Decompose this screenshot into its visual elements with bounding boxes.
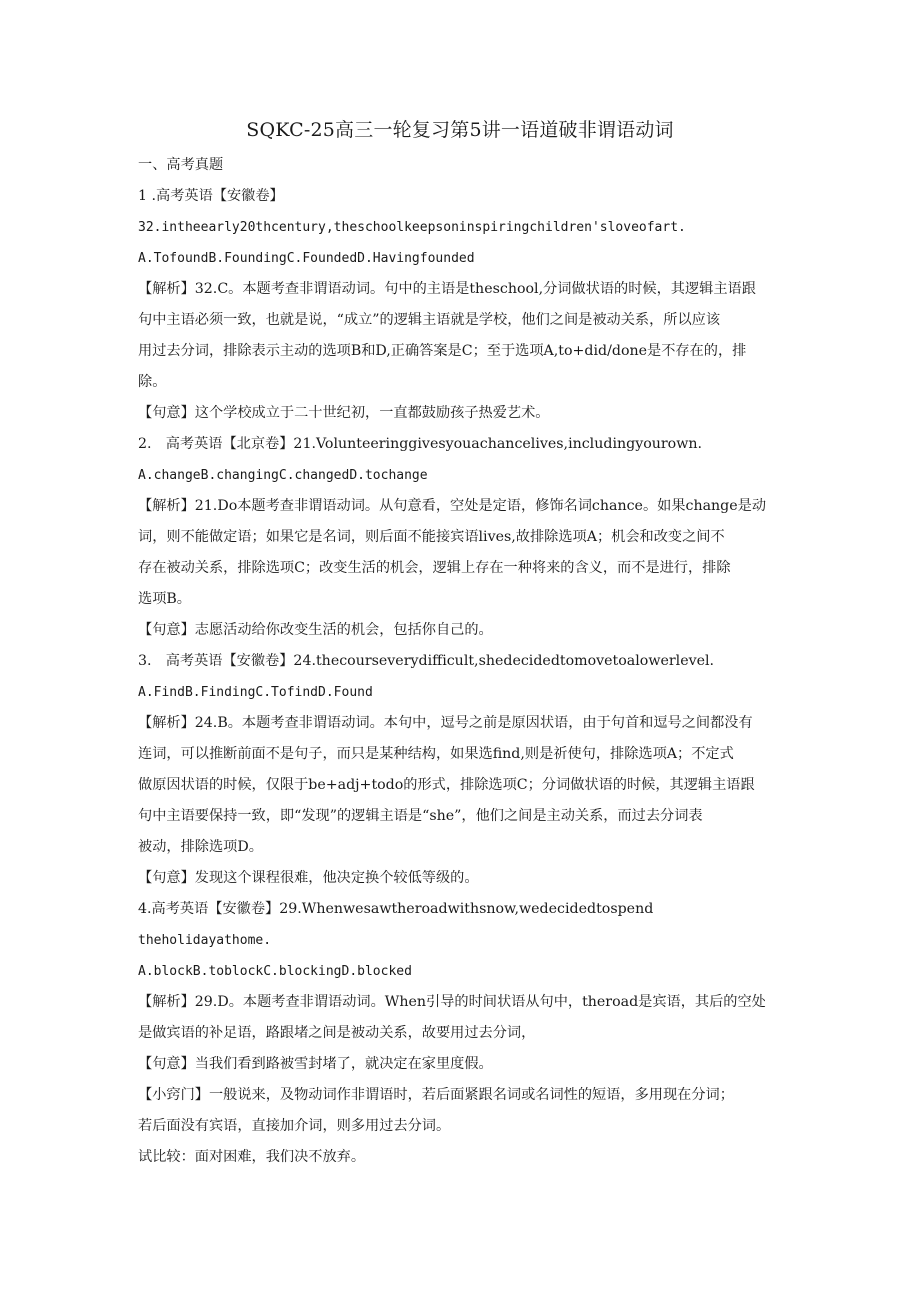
question-3-options: A.FindB.FindingC.TofindD.Found <box>138 685 373 700</box>
question-4-stem: 4.高考英语【安徽卷】29.Whenwesawtheroadwithsnow,wedecidedtospend <box>138 901 654 917</box>
question-1-analysis: 用过去分词，排除表示主动的选项B和D,正确答案是C；至于选项A,to+did/done是不存在的，排 <box>138 343 747 359</box>
question-4-analysis: 【解析】29.D。本题考查非谓语动词。When引导的时间状语从句中，theroad是宾语，其后的空处 <box>138 994 766 1010</box>
question-3-analysis: 做原因状语的时候，仅限于be+adj+todo的形式，排除选项C；分词做状语的时候，其逻辑主语跟 <box>138 777 755 793</box>
question-2-meaning: 【句意】志愿活动给你改变生活的机会，包括你自己的。 <box>138 622 493 638</box>
question-4-meaning: 【句意】当我们看到路被雪封堵了，就决定在家里度假。 <box>138 1056 493 1072</box>
question-2-stem: 2. 高考英语【北京卷】21.Volunteeringgivesyouachancelives,includingyourown. <box>138 436 703 452</box>
question-2-analysis: 【解析】21.Do本题考查非谓语动词。从句意看，空处是定语，修饰名词chance。如果change是动 <box>138 498 767 514</box>
tip-paragraph: 【小窍门】一般说来，及物动词作非谓语时，若后面紧跟名词或名词性的短语，多用现在分词； <box>138 1087 734 1103</box>
question-4-stem: theholidayathome. <box>138 933 272 948</box>
question-2-options: A.changeB.changingC.changedD.tochange <box>138 468 428 483</box>
question-1-meaning: 【句意】这个学校成立于二十世纪初，一直都鼓励孩子热爱艺术。 <box>138 405 550 421</box>
question-2-analysis: 存在被动关系，排除选项C；改变生活的机会，逻辑上存在一种将来的含义，而不是进行，排除 <box>138 560 731 576</box>
question-1-analysis: 句中主语必须一致，也就是说，“成立”的逻辑主语就是学校，他们之间是被动关系，所以应该 <box>138 312 721 328</box>
document-title: SQKC-25高三一轮复习第5讲一语道破非谓语动词 <box>246 119 674 141</box>
question-3-analysis: 被动，排除选项D。 <box>138 839 263 855</box>
question-3-meaning: 【句意】发现这个课程很难，他决定换个较低等级的。 <box>138 870 479 886</box>
question-1-header: 1 .高考英语【安徽卷】 <box>138 188 284 204</box>
question-4-options: A.blockB.toblockC.blockingD.blocked <box>138 964 412 979</box>
question-3-stem: 3. 高考英语【安徽卷】24.thecourseverydifficult,shedecidedtomovetoalowerlevel. <box>138 653 715 669</box>
section-heading: 一、高考真题 <box>138 157 224 173</box>
question-1-analysis: 【解析】32.C。本题考查非谓语动词。句中的主语是theschool,分词做状语的时候，其逻辑主语跟 <box>138 281 756 297</box>
question-2-analysis: 选项B。 <box>138 591 191 607</box>
question-1-analysis: 除。 <box>138 374 167 390</box>
question-3-analysis: 连词，可以推断前面不是句子，而只是某种结构，如果选find,则是祈使句，排除选项A；不定式 <box>138 746 734 762</box>
question-1-stem: 32.intheearly20thcentury,theschoolkeepsoninspiringchildren'sloveofart. <box>138 220 686 235</box>
question-3-analysis: 【解析】24.B。本题考查非谓语动词。本句中，逗号之前是原因状语，由于句首和逗号之间都没有 <box>138 715 753 731</box>
comparison-line: 试比较：面对困难，我们决不放弃。 <box>138 1149 366 1165</box>
question-1-options: A.TofoundB.FoundingC.FoundedD.Havingfounded <box>138 251 475 266</box>
question-3-analysis: 句中主语要保持一致，即“发现”的逻辑主语是“she”，他们之间是主动关系，而过去分词表 <box>138 808 703 824</box>
question-4-analysis: 是做宾语的补足语，路跟堵之间是被动关系，故要用过去分词， <box>138 1025 536 1041</box>
question-2-analysis: 词，则不能做定语；如果它是名词，则后面不能接宾语lives,故排除选项A；机会和改变之间不 <box>138 529 725 545</box>
tip-paragraph: 若后面没有宾语，直接加介词，则多用过去分词。 <box>138 1118 451 1134</box>
document-body <box>138 150 788 1173</box>
